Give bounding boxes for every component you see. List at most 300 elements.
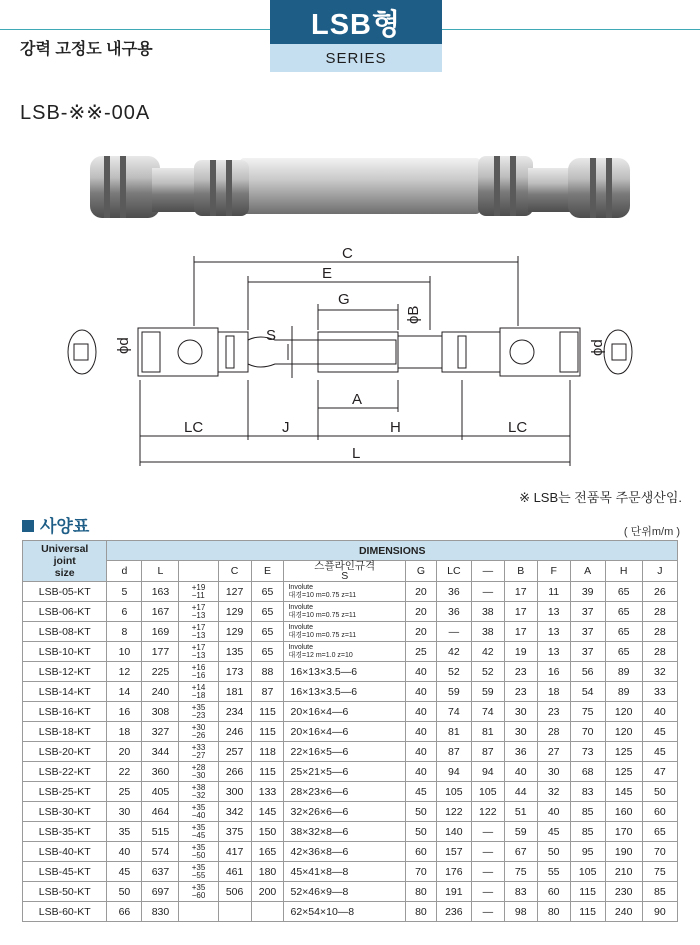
cell-h: 65 bbox=[605, 622, 642, 642]
cell-lc: 52 bbox=[436, 662, 471, 682]
cell-c: 266 bbox=[218, 762, 251, 782]
cell-b: 40 bbox=[504, 762, 537, 782]
cell-l: 169 bbox=[142, 622, 179, 642]
label-lc-right: LC bbox=[508, 419, 528, 436]
cell-d: 40 bbox=[107, 842, 142, 862]
cell-a: 73 bbox=[570, 742, 605, 762]
cell-b: 83 bbox=[504, 882, 537, 902]
cell-dash: — bbox=[471, 582, 504, 602]
cell-size: LSB-40-KT bbox=[23, 842, 107, 862]
table-row bbox=[23, 742, 678, 762]
cell-h: 145 bbox=[605, 782, 642, 802]
cell-g: 60 bbox=[405, 842, 436, 862]
label-lc-left: LC bbox=[184, 419, 204, 436]
cell-tol: +17 −13 bbox=[179, 602, 218, 622]
cell-a: 54 bbox=[570, 682, 605, 702]
cell-lc: 36 bbox=[436, 602, 471, 622]
cell-f: 13 bbox=[537, 602, 570, 622]
cell-f: 18 bbox=[537, 682, 570, 702]
cell-size: LSB-10-KT bbox=[23, 642, 107, 662]
table-row bbox=[23, 882, 678, 902]
cell-c: 506 bbox=[218, 882, 251, 902]
spec-table-body bbox=[23, 582, 678, 922]
cell-h: 170 bbox=[605, 822, 642, 842]
cell-spline: Involute 대경=12 m=1.0 z=10 bbox=[284, 642, 405, 662]
cell-size: LSB-22-KT bbox=[23, 762, 107, 782]
cell-b: 98 bbox=[504, 902, 537, 922]
cell-size: LSB-06-KT bbox=[23, 602, 107, 622]
cell-size: LSB-18-KT bbox=[23, 722, 107, 742]
cell-g: 40 bbox=[405, 722, 436, 742]
cell-j: 85 bbox=[642, 882, 677, 902]
cell-h: 160 bbox=[605, 802, 642, 822]
cell-lc: 36 bbox=[436, 582, 471, 602]
cell-tol: +19 −11 bbox=[179, 582, 218, 602]
cell-lc: 87 bbox=[436, 742, 471, 762]
cell-l: 405 bbox=[142, 782, 179, 802]
cell-c: 246 bbox=[218, 722, 251, 742]
cell-f: 16 bbox=[537, 662, 570, 682]
cell-l: 240 bbox=[142, 682, 179, 702]
cell-size: LSB-30-KT bbox=[23, 802, 107, 822]
cell-e: 65 bbox=[251, 602, 284, 622]
cell-g: 40 bbox=[405, 682, 436, 702]
cell-lc: 42 bbox=[436, 642, 471, 662]
col-e: E bbox=[251, 561, 284, 582]
cell-spline: 22×16×5—6 bbox=[284, 742, 405, 762]
cell-c: 461 bbox=[218, 862, 251, 882]
table-row bbox=[23, 622, 678, 642]
cell-tol: +35 −55 bbox=[179, 862, 218, 882]
cell-g: 50 bbox=[405, 802, 436, 822]
cell-d: 12 bbox=[107, 662, 142, 682]
cell-a: 85 bbox=[570, 802, 605, 822]
label-d-right: ϕd bbox=[589, 339, 606, 356]
cell-size: LSB-16-KT bbox=[23, 702, 107, 722]
cell-a: 39 bbox=[570, 582, 605, 602]
cell-l: 515 bbox=[142, 822, 179, 842]
cell-f: 40 bbox=[537, 802, 570, 822]
cell-b: 67 bbox=[504, 842, 537, 862]
cell-j: 60 bbox=[642, 802, 677, 822]
cell-size: LSB-12-KT bbox=[23, 662, 107, 682]
cell-l: 308 bbox=[142, 702, 179, 722]
label-g: G bbox=[338, 291, 350, 308]
cell-lc: 59 bbox=[436, 682, 471, 702]
cell-c bbox=[218, 902, 251, 922]
cell-g: 40 bbox=[405, 742, 436, 762]
cell-j: 32 bbox=[642, 662, 677, 682]
cell-lc: 105 bbox=[436, 782, 471, 802]
col-dash: — bbox=[471, 561, 504, 582]
cell-h: 120 bbox=[605, 702, 642, 722]
cell-lc: 74 bbox=[436, 702, 471, 722]
cell-spline: 25×21×5—6 bbox=[284, 762, 405, 782]
col-j: J bbox=[642, 561, 677, 582]
cell-j: 65 bbox=[642, 822, 677, 842]
cell-tol: +35 −23 bbox=[179, 702, 218, 722]
cell-f: 27 bbox=[537, 742, 570, 762]
size-header: Universal joint size bbox=[23, 541, 107, 582]
cell-tol: +30 −26 bbox=[179, 722, 218, 742]
table-row bbox=[23, 822, 678, 842]
cell-spline: Involute 대경=10 m=0.75 z=11 bbox=[284, 602, 405, 622]
page-subtitle: 강력 고정도 내구용 bbox=[20, 41, 153, 58]
cell-j: 45 bbox=[642, 742, 677, 762]
cell-b: 30 bbox=[504, 722, 537, 742]
cell-j: 75 bbox=[642, 862, 677, 882]
series-label: SERIES bbox=[270, 44, 442, 72]
cell-tol: +16 −16 bbox=[179, 662, 218, 682]
cell-lc: 122 bbox=[436, 802, 471, 822]
cell-d: 50 bbox=[107, 882, 142, 902]
cell-f: 13 bbox=[537, 642, 570, 662]
label-b: ϕB bbox=[405, 305, 422, 324]
cell-a: 115 bbox=[570, 882, 605, 902]
cell-g: 20 bbox=[405, 582, 436, 602]
cell-b: 44 bbox=[504, 782, 537, 802]
cell-l: 163 bbox=[142, 582, 179, 602]
cell-l: 167 bbox=[142, 602, 179, 622]
cell-d: 30 bbox=[107, 802, 142, 822]
dim-labels bbox=[115, 245, 606, 462]
cell-e: 150 bbox=[251, 822, 284, 842]
shafts bbox=[248, 332, 442, 372]
col-h: H bbox=[605, 561, 642, 582]
cell-size: LSB-20-KT bbox=[23, 742, 107, 762]
unit-label: ( 단위m/m ) bbox=[623, 526, 680, 538]
cell-e: 115 bbox=[251, 722, 284, 742]
cell-g: 20 bbox=[405, 622, 436, 642]
cell-spline: 16×13×3.5—6 bbox=[284, 662, 405, 682]
cell-f: 13 bbox=[537, 622, 570, 642]
cell-j: 28 bbox=[642, 622, 677, 642]
cell-spline: 20×16×4—6 bbox=[284, 722, 405, 742]
cell-d: 14 bbox=[107, 682, 142, 702]
cell-spline: Involute 대경=10 m=0.75 z=11 bbox=[284, 582, 405, 602]
cell-dash: 38 bbox=[471, 602, 504, 622]
cell-j: 26 bbox=[642, 582, 677, 602]
col-a: A bbox=[570, 561, 605, 582]
cell-size: LSB-35-KT bbox=[23, 822, 107, 842]
cell-b: 59 bbox=[504, 822, 537, 842]
dim-lines bbox=[140, 256, 570, 466]
cell-h: 125 bbox=[605, 762, 642, 782]
cell-lc: 140 bbox=[436, 822, 471, 842]
cell-dash: — bbox=[471, 842, 504, 862]
col-g: G bbox=[405, 561, 436, 582]
spec-table bbox=[22, 540, 678, 922]
heading-square bbox=[22, 520, 34, 532]
cell-c: 127 bbox=[218, 582, 251, 602]
product-photo bbox=[90, 150, 630, 230]
cell-tol bbox=[179, 902, 218, 922]
cell-dash: — bbox=[471, 902, 504, 922]
col-spline: 스플라인규격 S bbox=[284, 561, 405, 582]
cell-h: 65 bbox=[605, 582, 642, 602]
cell-d: 18 bbox=[107, 722, 142, 742]
cell-e: 65 bbox=[251, 582, 284, 602]
table-row bbox=[23, 582, 678, 602]
cell-spline: 62×54×10—8 bbox=[284, 902, 405, 922]
cell-h: 210 bbox=[605, 862, 642, 882]
cell-h: 240 bbox=[605, 902, 642, 922]
cell-dash: — bbox=[471, 882, 504, 902]
cell-d: 20 bbox=[107, 742, 142, 762]
cell-size: LSB-45-KT bbox=[23, 862, 107, 882]
cell-j: 40 bbox=[642, 702, 677, 722]
table-row bbox=[23, 602, 678, 622]
cell-f: 80 bbox=[537, 902, 570, 922]
cell-a: 83 bbox=[570, 782, 605, 802]
cell-e: 65 bbox=[251, 642, 284, 662]
cell-h: 120 bbox=[605, 722, 642, 742]
cell-dash: 59 bbox=[471, 682, 504, 702]
cell-c: 135 bbox=[218, 642, 251, 662]
cell-c: 300 bbox=[218, 782, 251, 802]
cell-a: 95 bbox=[570, 842, 605, 862]
cell-f: 23 bbox=[537, 702, 570, 722]
cell-spline: 42×36×8—6 bbox=[284, 842, 405, 862]
cell-b: 23 bbox=[504, 682, 537, 702]
cell-d: 45 bbox=[107, 862, 142, 882]
cell-c: 129 bbox=[218, 622, 251, 642]
cell-j: 28 bbox=[642, 602, 677, 622]
cell-l: 177 bbox=[142, 642, 179, 662]
cell-e: 165 bbox=[251, 842, 284, 862]
cell-h: 65 bbox=[605, 642, 642, 662]
cell-spline: 52×46×9—8 bbox=[284, 882, 405, 902]
cell-l: 830 bbox=[142, 902, 179, 922]
cell-e: 115 bbox=[251, 762, 284, 782]
table-row bbox=[23, 802, 678, 822]
cell-spline: 45×41×8—8 bbox=[284, 862, 405, 882]
cell-tol: +35 −50 bbox=[179, 842, 218, 862]
table-row bbox=[23, 862, 678, 882]
cell-h: 230 bbox=[605, 882, 642, 902]
cell-tol: +17 −13 bbox=[179, 642, 218, 662]
cell-g: 50 bbox=[405, 822, 436, 842]
cell-c: 129 bbox=[218, 602, 251, 622]
cell-h: 89 bbox=[605, 682, 642, 702]
cell-tol: +35 −60 bbox=[179, 882, 218, 902]
cell-a: 85 bbox=[570, 822, 605, 842]
order-note: ※ LSB는 전품목 주문생산임. bbox=[519, 490, 682, 505]
cell-e: 180 bbox=[251, 862, 284, 882]
cell-d: 16 bbox=[107, 702, 142, 722]
cell-a: 68 bbox=[570, 762, 605, 782]
cell-dash: 74 bbox=[471, 702, 504, 722]
cell-j: 47 bbox=[642, 762, 677, 782]
cell-l: 360 bbox=[142, 762, 179, 782]
cell-size: LSB-25-KT bbox=[23, 782, 107, 802]
cell-dash: 81 bbox=[471, 722, 504, 742]
cell-g: 40 bbox=[405, 702, 436, 722]
cell-spline: 28×23×6—6 bbox=[284, 782, 405, 802]
cell-dash: — bbox=[471, 862, 504, 882]
cell-l: 464 bbox=[142, 802, 179, 822]
cell-j: 28 bbox=[642, 642, 677, 662]
series-badge bbox=[270, 0, 442, 72]
table-row bbox=[23, 762, 678, 782]
cell-a: 37 bbox=[570, 602, 605, 622]
cell-f: 32 bbox=[537, 782, 570, 802]
cell-d: 25 bbox=[107, 782, 142, 802]
cell-b: 75 bbox=[504, 862, 537, 882]
cell-e: 115 bbox=[251, 702, 284, 722]
cell-b: 51 bbox=[504, 802, 537, 822]
cell-g: 40 bbox=[405, 762, 436, 782]
cell-dash: 122 bbox=[471, 802, 504, 822]
cell-l: 637 bbox=[142, 862, 179, 882]
cell-d: 10 bbox=[107, 642, 142, 662]
cell-e: 65 bbox=[251, 622, 284, 642]
cell-e: 145 bbox=[251, 802, 284, 822]
cell-a: 70 bbox=[570, 722, 605, 742]
cell-lc: 176 bbox=[436, 862, 471, 882]
cell-e bbox=[251, 902, 284, 922]
cell-a: 115 bbox=[570, 902, 605, 922]
cell-spline: 32×26×6—6 bbox=[284, 802, 405, 822]
cell-lc: 191 bbox=[436, 882, 471, 902]
col-b: B bbox=[504, 561, 537, 582]
label-c: C bbox=[342, 245, 353, 262]
label-j: J bbox=[282, 419, 290, 436]
cell-g: 70 bbox=[405, 862, 436, 882]
table-row bbox=[23, 642, 678, 662]
cell-lc: — bbox=[436, 622, 471, 642]
cell-e: 88 bbox=[251, 662, 284, 682]
cell-c: 375 bbox=[218, 822, 251, 842]
cell-a: 37 bbox=[570, 622, 605, 642]
cell-dash: 105 bbox=[471, 782, 504, 802]
cell-dash: 94 bbox=[471, 762, 504, 782]
cell-size: LSB-05-KT bbox=[23, 582, 107, 602]
cell-l: 327 bbox=[142, 722, 179, 742]
cell-f: 11 bbox=[537, 582, 570, 602]
table-row bbox=[23, 662, 678, 682]
table-row bbox=[23, 702, 678, 722]
cell-d: 8 bbox=[107, 622, 142, 642]
cell-size: LSB-08-KT bbox=[23, 622, 107, 642]
cell-g: 45 bbox=[405, 782, 436, 802]
cell-b: 17 bbox=[504, 622, 537, 642]
cell-tol: +38 −32 bbox=[179, 782, 218, 802]
spec-title: 사양표 bbox=[40, 517, 90, 536]
table-row bbox=[23, 682, 678, 702]
cell-dash: — bbox=[471, 822, 504, 842]
label-h: H bbox=[390, 419, 401, 436]
spec-heading bbox=[22, 512, 89, 537]
cell-c: 417 bbox=[218, 842, 251, 862]
cell-lc: 81 bbox=[436, 722, 471, 742]
left-end bbox=[68, 328, 248, 376]
cell-lc: 236 bbox=[436, 902, 471, 922]
label-s: S bbox=[266, 327, 277, 344]
cell-j: 50 bbox=[642, 782, 677, 802]
cell-c: 257 bbox=[218, 742, 251, 762]
cell-lc: 157 bbox=[436, 842, 471, 862]
cell-a: 37 bbox=[570, 642, 605, 662]
cell-h: 89 bbox=[605, 662, 642, 682]
cell-f: 28 bbox=[537, 722, 570, 742]
cell-size: LSB-14-KT bbox=[23, 682, 107, 702]
cell-dash: 38 bbox=[471, 622, 504, 642]
cell-d: 22 bbox=[107, 762, 142, 782]
cell-c: 234 bbox=[218, 702, 251, 722]
cell-a: 105 bbox=[570, 862, 605, 882]
label-e: E bbox=[322, 265, 333, 282]
cell-e: 118 bbox=[251, 742, 284, 762]
cell-h: 190 bbox=[605, 842, 642, 862]
cell-l: 344 bbox=[142, 742, 179, 762]
cell-tol: +33 −27 bbox=[179, 742, 218, 762]
cell-b: 23 bbox=[504, 662, 537, 682]
cell-c: 173 bbox=[218, 662, 251, 682]
dimensions-header: DIMENSIONS bbox=[107, 541, 678, 561]
cell-spline: Involute 대경=10 m=0.75 z=11 bbox=[284, 622, 405, 642]
col-lc: LC bbox=[436, 561, 471, 582]
cell-j: 33 bbox=[642, 682, 677, 702]
cell-size: LSB-50-KT bbox=[23, 882, 107, 902]
cell-d: 5 bbox=[107, 582, 142, 602]
label-d-left: ϕd bbox=[115, 337, 132, 354]
cell-lc: 94 bbox=[436, 762, 471, 782]
cell-dash: 87 bbox=[471, 742, 504, 762]
table-row bbox=[23, 782, 678, 802]
cell-e: 133 bbox=[251, 782, 284, 802]
cell-l: 574 bbox=[142, 842, 179, 862]
dimension-drawing bbox=[60, 240, 640, 470]
cell-j: 70 bbox=[642, 842, 677, 862]
cell-dash: 52 bbox=[471, 662, 504, 682]
cell-tol: +28 −30 bbox=[179, 762, 218, 782]
cell-spline: 20×16×4—6 bbox=[284, 702, 405, 722]
cell-g: 40 bbox=[405, 662, 436, 682]
model-code: LSB-※※-00A bbox=[20, 102, 151, 124]
label-l: L bbox=[352, 445, 361, 462]
cell-f: 60 bbox=[537, 882, 570, 902]
cell-j: 90 bbox=[642, 902, 677, 922]
cell-tol: +17 −13 bbox=[179, 622, 218, 642]
cell-h: 125 bbox=[605, 742, 642, 762]
series-code: LSB형 bbox=[270, 0, 442, 44]
cell-a: 75 bbox=[570, 702, 605, 722]
cell-f: 45 bbox=[537, 822, 570, 842]
col-c: C bbox=[218, 561, 251, 582]
col-f: F bbox=[537, 561, 570, 582]
cell-d: 6 bbox=[107, 602, 142, 622]
cell-tol: +14 −18 bbox=[179, 682, 218, 702]
cell-c: 342 bbox=[218, 802, 251, 822]
cell-g: 80 bbox=[405, 902, 436, 922]
cell-g: 80 bbox=[405, 882, 436, 902]
cell-l: 697 bbox=[142, 882, 179, 902]
cell-e: 87 bbox=[251, 682, 284, 702]
cell-b: 19 bbox=[504, 642, 537, 662]
cell-spline: 38×32×8—6 bbox=[284, 822, 405, 842]
cell-c: 181 bbox=[218, 682, 251, 702]
label-a: A bbox=[352, 391, 363, 408]
cell-h: 65 bbox=[605, 602, 642, 622]
cell-b: 17 bbox=[504, 602, 537, 622]
cell-f: 55 bbox=[537, 862, 570, 882]
cell-d: 66 bbox=[107, 902, 142, 922]
cell-b: 36 bbox=[504, 742, 537, 762]
table-row bbox=[23, 722, 678, 742]
col-l: L bbox=[142, 561, 179, 582]
cell-j: 45 bbox=[642, 722, 677, 742]
